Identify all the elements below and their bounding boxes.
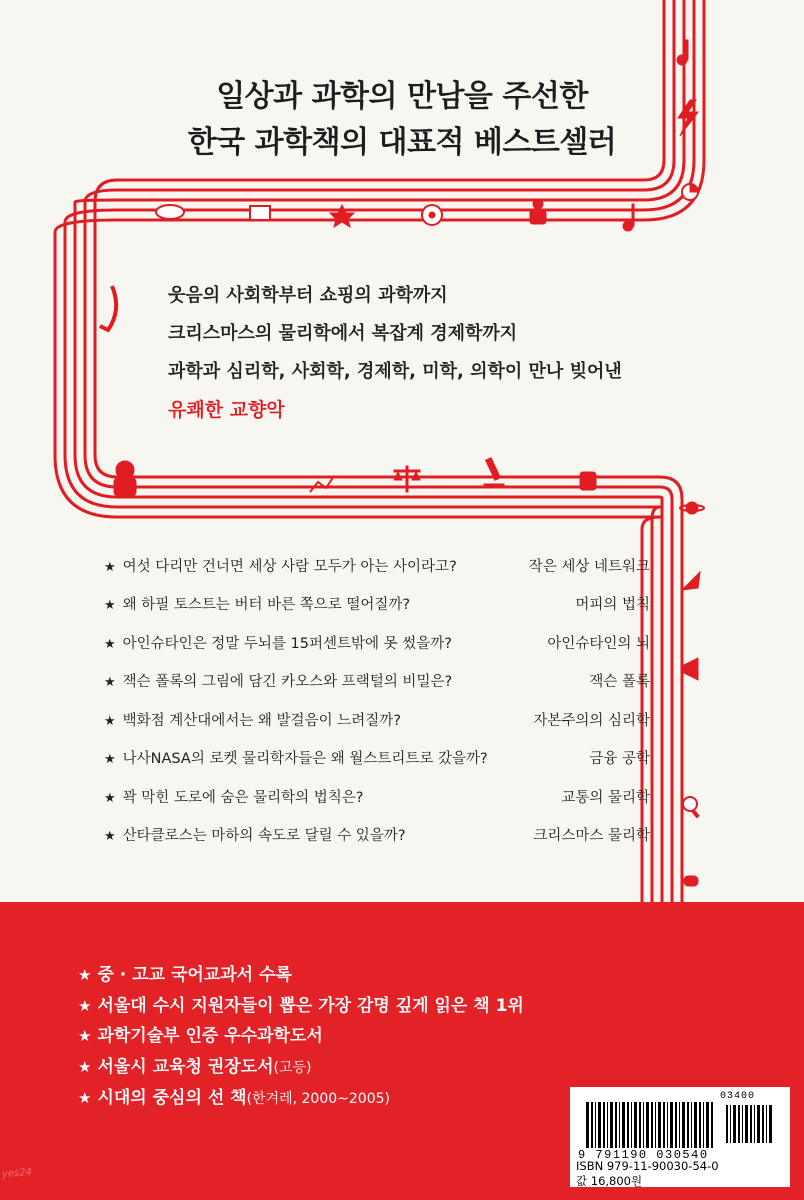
star-icon: ★ (104, 636, 116, 652)
accolade-text: 서울대 수시 지원자들이 뽑은 가장 감명 깊게 읽은 책 1위 (97, 995, 524, 1016)
barcode-bar (591, 1102, 593, 1148)
list-item (104, 739, 650, 778)
microscope-icon (484, 458, 504, 488)
isbn-text: ISBN 979-11-90030-54-0 (576, 1159, 719, 1173)
list-item (78, 1021, 524, 1052)
barcode-bar (733, 1105, 736, 1143)
barcode-bar (670, 1102, 673, 1148)
barcode-bar (679, 1102, 680, 1148)
intro-line-1: 웃음의 사회학부터 쇼핑의 과학까지 (168, 285, 448, 306)
star-icon: ★ (104, 829, 116, 845)
barcode-bar (766, 1105, 767, 1143)
barcode-bar (619, 1102, 620, 1148)
barcode-bar (607, 1102, 608, 1148)
barcode-bar (643, 1102, 644, 1148)
barcode-bar (711, 1102, 713, 1148)
headline-line-1: 일상과 과학의 만남을 주선한 (216, 79, 588, 114)
list-item (78, 1052, 524, 1084)
accolade-text: 시대의 중심의 선 책 (97, 1088, 247, 1108)
accolade-note: (한겨레, 2000~2005) (246, 1091, 390, 1107)
price-text: 값 16,800원 (576, 1174, 643, 1188)
star-icon: ★ (78, 1057, 92, 1076)
planet-icon (680, 502, 704, 514)
sheet-icon (250, 206, 270, 220)
list-item (104, 700, 650, 739)
barcode-bar (655, 1102, 656, 1148)
list-item (78, 960, 524, 991)
publisher-logo: yes24 (1, 1166, 33, 1181)
flower-icon (422, 205, 442, 225)
accolade-list (78, 960, 524, 1115)
list-item (78, 1083, 524, 1115)
intro-line-3: 과학과 심리학, 사회학, 경제학, 미학, 의학이 만나 빚어낸 (168, 361, 622, 382)
intro-text (168, 277, 622, 429)
intro-highlight: 유쾌한 교향악 (168, 399, 285, 421)
barcode-bar (757, 1105, 760, 1143)
barcode-bar (703, 1102, 704, 1148)
barcode-bar (639, 1102, 641, 1148)
barcode-bar (762, 1105, 764, 1143)
star-icon: ★ (104, 559, 116, 575)
music-note-icon (623, 204, 634, 231)
question-list (104, 546, 650, 854)
question-topic: 교통의 물리학 (561, 789, 650, 806)
question-topic: 작은 세상 네트워크 (528, 558, 650, 575)
question-text: 왜 하필 토스트는 버터 바른 쪽으로 떨어질까? (122, 597, 411, 614)
list-item (104, 585, 650, 624)
saxophone-icon (100, 286, 116, 330)
pie-chart-icon (682, 184, 698, 200)
star-icon: ★ (104, 675, 116, 691)
accolade-text: 중 · 고교 국어교과서 수록 (97, 965, 292, 985)
list-item (78, 991, 524, 1022)
barcode-bar (586, 1102, 589, 1148)
megaphone-icon (682, 658, 698, 680)
gingerbread-icon (530, 199, 546, 224)
star-icon: ★ (104, 598, 116, 614)
tape-icon (156, 205, 184, 219)
question-topic: 크리스마스 물리학 (533, 828, 650, 845)
question-text: 여섯 다리만 건너면 세상 사람 모두가 아는 사이라고? (122, 558, 457, 575)
list-item (104, 777, 650, 816)
rocket-icon (682, 572, 700, 590)
barcode-bar (634, 1102, 637, 1148)
accolade-text: 과학기술부 인증 우수과학도서 (97, 1026, 323, 1046)
snowflake-icon (330, 205, 354, 227)
accolade-text: 서울시 교육청 권장도서 (97, 1056, 274, 1077)
barcode-bar (687, 1102, 689, 1148)
headline-line-2: 한국 과학책의 대표적 베스트셀러 (187, 125, 617, 160)
star-icon: ★ (78, 1089, 92, 1107)
barcode-bar (745, 1105, 748, 1143)
barcode-bar (622, 1102, 625, 1148)
star-icon: ★ (104, 752, 116, 768)
list-item (104, 662, 650, 701)
barcode-bar (682, 1102, 685, 1148)
barcode-bar (646, 1102, 649, 1148)
question-topic: 아인슈타인의 뇌 (547, 635, 650, 652)
barcode-bar (603, 1102, 605, 1148)
barcode-bar (598, 1102, 601, 1148)
barcode-bar (631, 1102, 632, 1148)
barcode-bar (615, 1102, 617, 1148)
barcode-bar (754, 1105, 755, 1143)
barcode-bar (726, 1105, 728, 1143)
barcode-bar (699, 1102, 701, 1148)
add-on-code: 03400 (720, 1091, 756, 1102)
barcode-bar (742, 1105, 743, 1143)
question-text: 아인슈타인은 정말 두뇌를 15퍼센트밖에 못 썼을까? (122, 635, 452, 652)
barcode-bar (627, 1102, 629, 1148)
bag-icon (580, 472, 596, 490)
barcode-bar (651, 1102, 653, 1148)
star-icon: ★ (104, 790, 116, 806)
question-text: 산타클로스는 마하의 속도로 달릴 수 있을까? (122, 828, 406, 845)
star-icon: ★ (104, 713, 116, 729)
list-item (104, 816, 650, 855)
headline (0, 74, 804, 166)
accolade-note: (고등) (273, 1059, 312, 1076)
barcode-bar (663, 1102, 665, 1148)
barcode-bars (586, 1102, 716, 1148)
barcode-bar (675, 1102, 677, 1148)
list-item (104, 546, 650, 585)
star-icon: ★ (78, 996, 92, 1015)
barcode-bar (769, 1105, 772, 1143)
add-on-barcode-bars (726, 1105, 776, 1143)
barcode-bar (658, 1102, 661, 1148)
question-topic: 자본주의의 심리학 (533, 712, 650, 729)
question-text: 꽉 막힌 도로에 숨은 물리학의 법칙은? (122, 789, 364, 806)
question-text: 나사NASA의 로켓 물리학자들은 왜 월스트리트로 갔을까? (122, 751, 488, 768)
pipe-icon (684, 876, 698, 886)
barcode-bar (610, 1102, 613, 1148)
barcode-bar (595, 1102, 596, 1148)
santa-icon (114, 461, 136, 496)
question-text: 잭슨 폴록의 그림에 담긴 카오스와 프랙털의 비밀은? (122, 674, 453, 691)
barcode-bar (750, 1105, 752, 1143)
question-text: 백화점 계산대에서는 왜 발걸음이 느려질까? (122, 712, 401, 729)
barcode-box (570, 1087, 790, 1187)
barcode-bar (694, 1102, 697, 1148)
barcode-number: 9 791190 030540 (578, 1148, 709, 1162)
barcode-bar (738, 1105, 740, 1143)
question-topic: 잭슨 폴록 (589, 674, 650, 691)
star-icon: ★ (78, 1027, 92, 1045)
magnifier-icon (683, 797, 699, 818)
intro-line-2: 크리스마스의 물리학에서 복잡계 경제학까지 (168, 323, 518, 344)
barcode-bar (691, 1102, 692, 1148)
barcode-bar (730, 1105, 731, 1143)
question-topic: 머피의 법칙 (575, 597, 650, 614)
star-icon: ★ (78, 966, 92, 984)
list-item (104, 623, 650, 662)
barcode-bar (706, 1102, 709, 1148)
barcode-bar (667, 1102, 668, 1148)
question-topic: 금융 공학 (589, 751, 650, 768)
